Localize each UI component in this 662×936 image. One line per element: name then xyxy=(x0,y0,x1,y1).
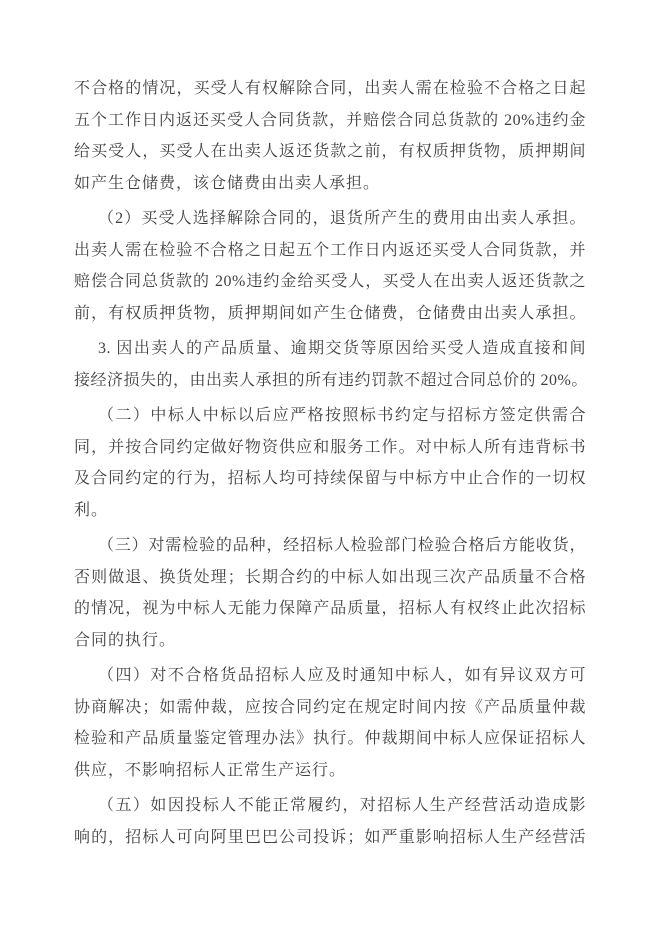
text-line: 五个工作日内返还买受人合同货款，并赔偿合同总货款的 20%违约金 xyxy=(74,111,586,129)
text-line: 同，并按合同约定做好物资供应和服务工作。对中标人所有违背标书 xyxy=(74,438,586,456)
text-line: 给买受人，买受人在出卖人返还货款之前，有权质押货物，质押期间 xyxy=(74,143,586,160)
text-line: 合同的执行。 xyxy=(74,631,177,649)
text-line: 检验和产品质量鉴定管理办法》执行。仲裁期间中标人应保证招标人 xyxy=(74,730,586,747)
paragraph xyxy=(74,400,586,526)
text-line: （五）如因投标人不能正常履约，对招标人生产经营活动造成影 xyxy=(98,797,586,814)
text-line: 不合格的情况，买受人有权解除合同，出卖人需在检验不合格之日起 xyxy=(74,80,586,97)
text-line: 3. 因出卖人的产品质量、逾期交货等原因给买受人造成直接和间 xyxy=(98,340,586,357)
text-line: 的情况，视为中标人无能力保障产品质量，招标人有权终止此次招标 xyxy=(74,600,586,617)
paragraph xyxy=(74,203,586,329)
text-line: （三）对需检验的品种，经招标人检验部门检验合格后方能收货， xyxy=(98,537,586,554)
document-body xyxy=(74,73,586,853)
paragraph xyxy=(74,333,586,396)
text-line: 协商解决；如需仲裁，应按合同约定在规定时间内按《产品质量仲裁 xyxy=(74,698,586,716)
text-line: 及合同约定的行为，招标人均可持续保留与中标方中止合作的一切权 xyxy=(74,470,586,487)
text-line: 供应，不影响招标人正常生产运行。 xyxy=(74,761,347,779)
text-line: 响的，招标人可向阿里巴巴公司投诉；如严重影响招标人生产经营活 xyxy=(74,828,586,846)
text-line: 如产生仓储费，该仓储费由出卖人承担。 xyxy=(74,174,381,192)
text-line: 否则做退、换货处理；长期合约的中标人如出现三次产品质量不合格 xyxy=(74,568,586,586)
text-line: 接经济损失的，由出卖人承担的所有违约罚款不超过合同总价的 20%。 xyxy=(74,371,588,389)
text-line: 前，有权质押货物，质押期间如产生仓储费，仓储费由出卖人承担。 xyxy=(74,304,586,322)
text-line: 利。 xyxy=(74,501,109,519)
paragraph xyxy=(74,530,586,656)
paragraph xyxy=(74,660,586,786)
paragraph xyxy=(74,790,586,853)
text-line: 出卖人需在检验不合格之日起五个工作日内返还买受人合同货款，并 xyxy=(74,241,586,259)
text-line: （二）中标人中标以后应严格按照标书约定与招标方签定供需合 xyxy=(98,407,586,424)
paragraph xyxy=(74,73,586,199)
text-line: 赔偿合同总货款的 20%违约金给买受人，买受人在出卖人返还货款之 xyxy=(74,273,586,290)
text-line: （2）买受人选择解除合同的，退货所产生的费用由出卖人承担。 xyxy=(98,210,586,227)
text-line: （四）对不合格货品招标人应及时通知中标人，如有异议双方可 xyxy=(98,667,586,684)
